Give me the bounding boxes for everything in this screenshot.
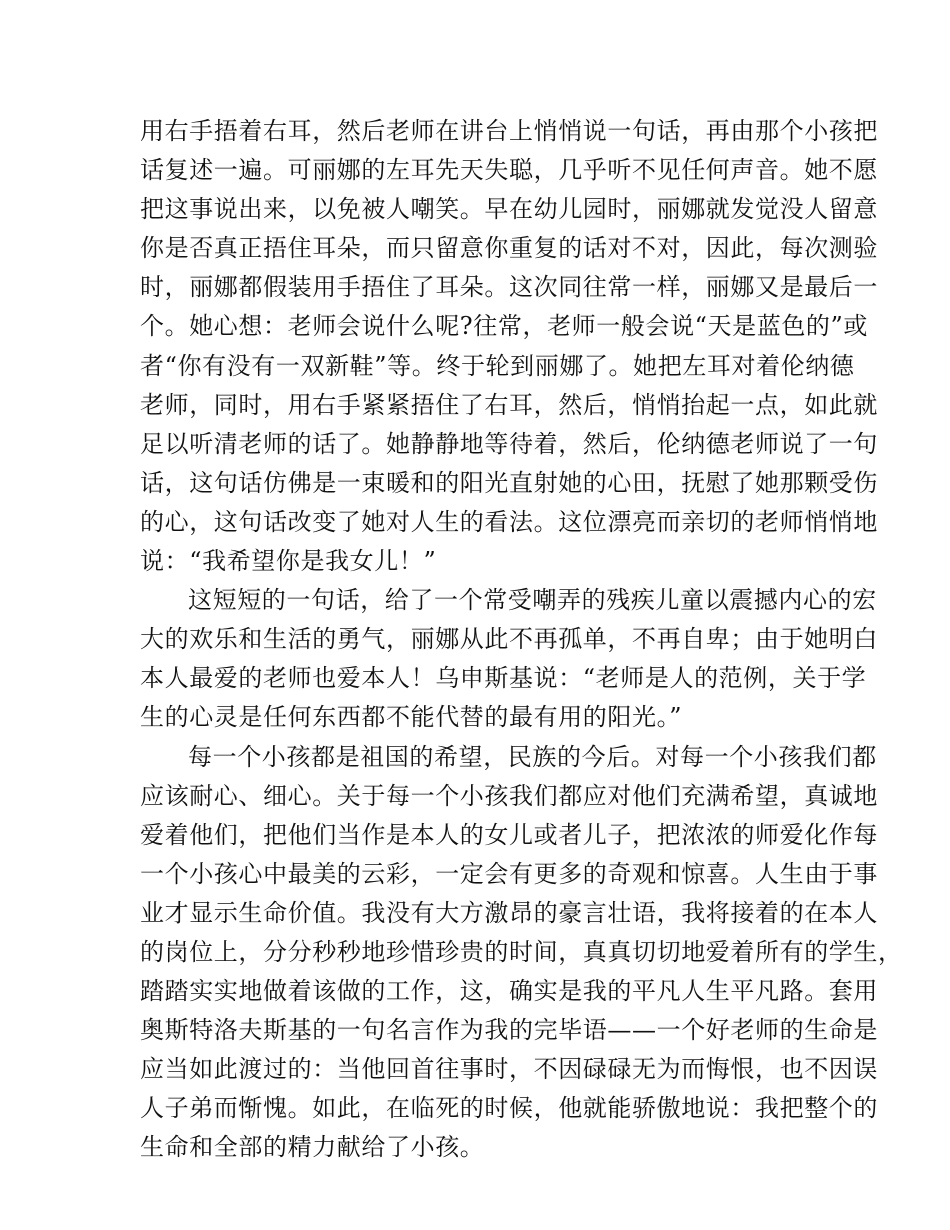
text-line: 生命和全部的精力献给了小孩。 [140,1133,485,1162]
text-line: 者“你有没有一双新鞋”等。终于轮到丽娜了。她把左耳对着伦纳德 [140,351,855,380]
text-line: 人子弟而惭愧。如此，在临死的时候，他就能骄傲地说：我把整个的 [140,1094,878,1123]
text-line: 话，这句话仿佛是一束暖和的阳光直射她的心田，抚慰了她那颗受伤 [140,468,878,497]
text-line: 爱着他们，把他们当作是本人的女儿或者儿子，把浓浓的师爱化作每 [140,820,878,849]
paragraph-first-line: 这短短的一句话，给了一个常受嘲弄的残疾儿童以震撼内心的宏 [188,586,877,615]
text-line: 奥斯特洛夫斯基的一句名言作为我的完毕语——一个好老师的生命是 [140,1016,878,1045]
text-line: 踏踏实实地做着该做的工作，这，确实是我的平凡人生平凡路。套用 [140,977,878,1006]
text-line: 说：“我希望你是我女儿！” [140,547,437,576]
text-line: 老师，同时，用右手紧紧捂住了右耳，然后，悄悄抬起一点，如此就 [140,390,878,419]
text-line: 你是否真正捂住耳朵，而只留意你重复的话对不对，因此，每次测验 [140,234,878,263]
document-body [140,112,903,1168]
text-line: 应当如此渡过的：当他回首往事时，不因碌碌无为而悔恨，也不因误 [140,1055,878,1084]
text-line: 生的心灵是任何东西都不能代替的最有用的阳光。” [140,703,683,732]
text-line: 足以听清老师的话了。她静静地等待着，然后，伦纳德老师说了一句 [140,429,878,458]
paragraph-first-line: 每一个小孩都是祖国的希望，民族的今后。对每一个小孩我们都 [188,742,877,771]
text-line: 一个小孩心中最美的云彩，一定会有更多的奇观和惊喜。人生由于事 [140,859,878,888]
text-line: 的岗位上，分分秒秒地珍惜珍贵的时间，真真切切地爱着所有的学生， [140,937,903,966]
text-line: 时，丽娜都假装用手捂住了耳朵。这次同往常一样，丽娜又是最后一 [140,273,878,302]
text-line: 应该耐心、细心。关于每一个小孩我们都应对他们充满希望，真诚地 [140,781,878,810]
text-line: 大的欢乐和生活的勇气，丽娜从此不再孤单，不再自卑；由于她明白 [140,625,878,654]
text-line: 业才显示生命价值。我没有大方激昂的豪言壮语，我将接着的在本人 [140,898,878,927]
text-line: 把这事说出来，以免被人嘲笑。早在幼儿园时，丽娜就发觉没人留意 [140,195,878,224]
text-line: 的心，这句话改变了她对人生的看法。这位漂亮而亲切的老师悄悄地 [140,507,878,536]
text-line: 本人最爱的老师也爱本人！乌申斯基说：“老师是人的范例，关于学 [140,664,867,693]
text-line: 用右手捂着右耳，然后老师在讲台上悄悄说一句话，再由那个小孩把 [140,117,878,145]
text-line: 个。她心想：老师会说什么呢?往常，老师一般会说“天是蓝色的”或 [140,312,869,341]
text-line: 话复述一遍。可丽娜的左耳先天失聪，几乎听不见任何声音。她不愿 [140,156,878,185]
